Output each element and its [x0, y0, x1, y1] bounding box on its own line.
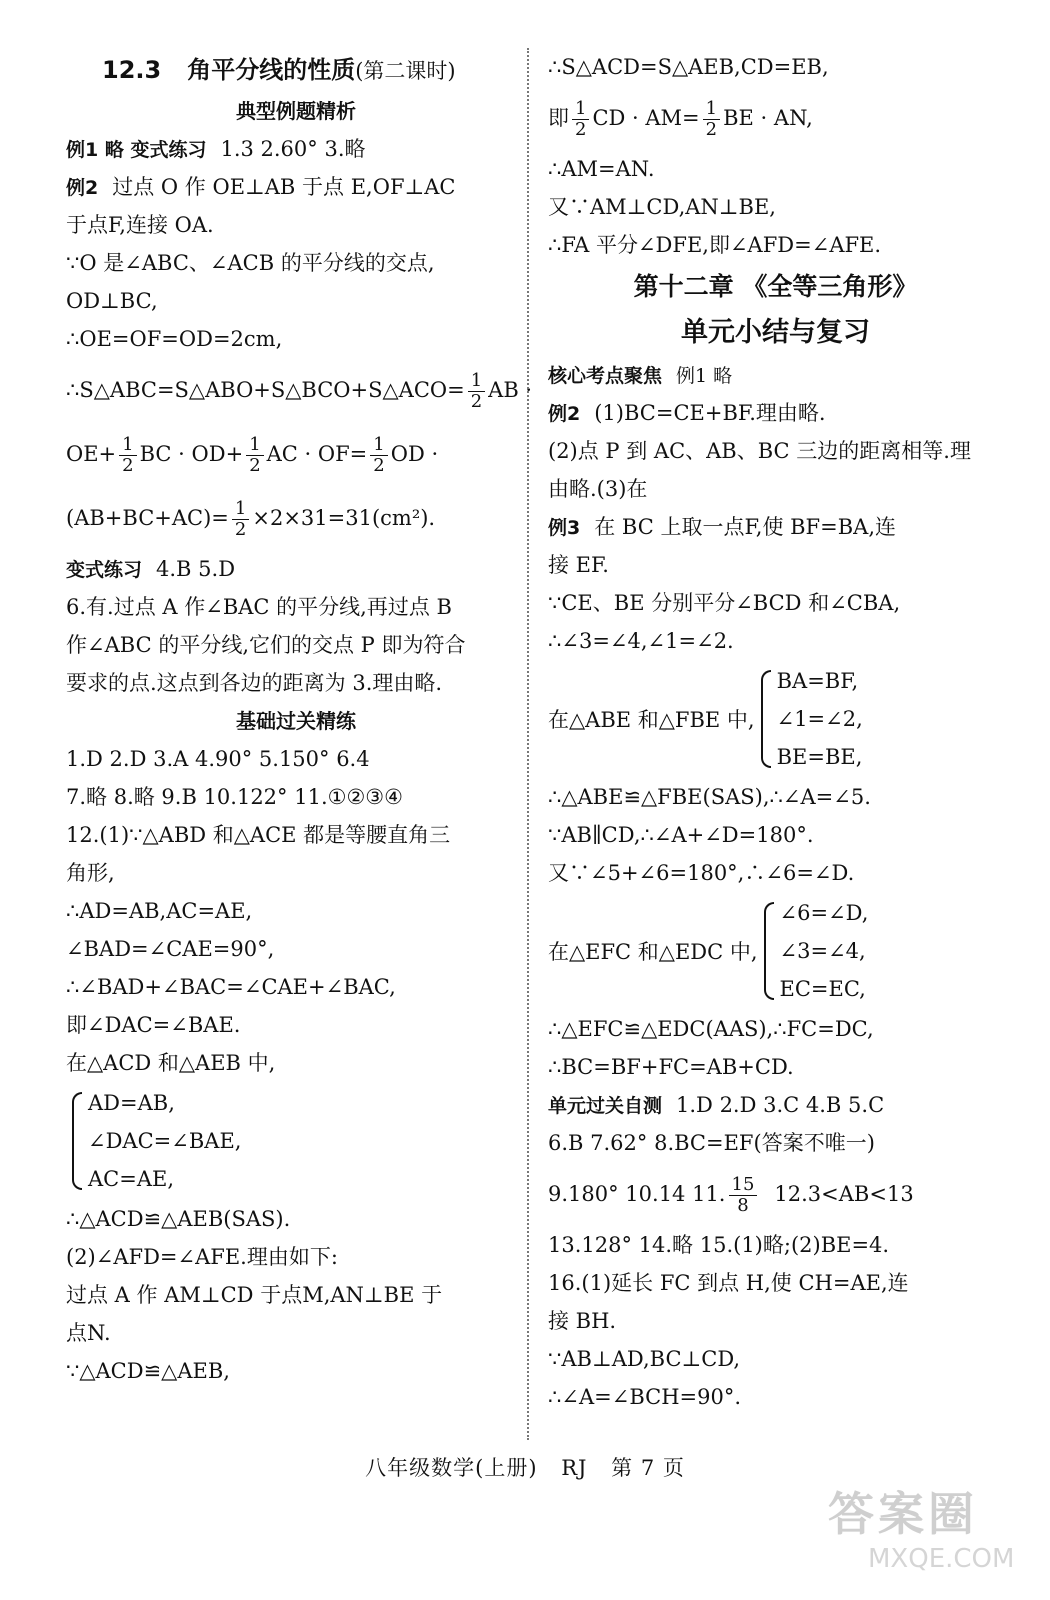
answer-line: 13.128° 14.略 15.(1)略;(2)BE=4.: [548, 1233, 890, 1257]
answer-line: ∴△EFC≌△EDC(AAS),∴FC=DC,: [548, 1017, 874, 1041]
answer-line: 1.D 2.D 3.A 4.90° 5.150° 6.4: [66, 747, 370, 771]
answer-line: 于点F,连接 OA.: [66, 213, 214, 237]
subheading-basics: 基础过关精练: [236, 709, 356, 733]
answer-line: 16.(1)延长 FC 到点 H,使 CH=AE,连: [548, 1271, 909, 1295]
answer-line: 要求的点.这点到各边的距离为 3.理由略.: [66, 671, 443, 695]
answer-line: ∵AB⊥AD,BC⊥CD,: [548, 1347, 741, 1371]
fraction: $\frac{1}{2}$: [468, 371, 485, 412]
answer-line: 7.略 8.略 9.B 10.122° 11.①②③④: [66, 785, 403, 809]
answer-line: 在△ACD 和△AEB 中,: [66, 1051, 276, 1075]
formula-line: (AB+BC+AC)= $\frac{1}{2}$ ×2×31=31(cm²).: [66, 498, 436, 540]
formula-line: 9.180° 10.14 11. $\frac{15}{8}$ 12.3<AB<13: [548, 1174, 914, 1216]
formula-line: ∴S△ABC=S△ABO+S△BCO+S△ACO= $\frac{1}{2}$ AB ·: [66, 370, 533, 412]
answer-line: 又∵AM⊥CD,AN⊥BE,: [548, 195, 776, 219]
answer-line: 由略.(3)在: [548, 477, 648, 501]
equation-block: 在△ABE 和△FBE 中, BA=BF, ∠1=∠2, BE=BE,: [548, 660, 1003, 778]
answer-line: 接 BH.: [548, 1309, 617, 1333]
subheading-examples: 典型例题精析: [236, 99, 356, 123]
formula-line: 即 $\frac{1}{2}$ CD · AM= $\frac{1}{2}$ BE · AN,: [548, 98, 813, 140]
answer-line: ∴△ACD≌△AEB(SAS).: [66, 1207, 291, 1231]
answer-line: (2)点 P 到 AC、AB、BC 三边的距离相等.理: [548, 439, 971, 463]
answer-line: 核心考点聚焦 例1 略: [548, 365, 733, 387]
fraction: $\frac{1}{2}$: [246, 435, 263, 476]
answer-line: ∴∠A=∠BCH=90°.: [548, 1385, 742, 1409]
answer-line: ∴BC=BF+FC=AB+CD.: [548, 1055, 794, 1079]
answer-line: 单元过关自测 1.D 2.D 3.C 4.B 5.C: [548, 1093, 885, 1117]
equation-system: ∠6=∠D, ∠3=∠4, EC=EC,: [758, 894, 869, 1008]
answer-line: ∴S△ACD=S△AEB,CD=EB,: [548, 55, 829, 79]
footer-edition: RJ: [561, 1456, 588, 1480]
equation-system: BA=BF, ∠1=∠2, BE=BE,: [755, 662, 863, 776]
answer-line: 例3 在 BC 上取一点F,使 BF=BA,连: [548, 515, 896, 539]
answer-line: 角形,: [66, 861, 115, 885]
answer-line: 例2 (1)BC=CE+BF.理由略.: [548, 401, 826, 425]
answer-line: 例1 略 变式练习 1.3 2.60° 3.略: [66, 137, 366, 161]
answer-line: 变式练习 4.B 5.D: [66, 557, 236, 581]
answer-line: ∵△ACD≌△AEB,: [66, 1359, 230, 1383]
answer-line: ∴△ABE≌△FBE(SAS),∴∠A=∠5.: [548, 785, 871, 809]
section-subtitle: (第二课时): [355, 59, 456, 83]
fraction: $\frac{1}{2}$: [572, 99, 589, 140]
chapter-subtitle: 单元小结与复习: [681, 317, 870, 348]
answer-line: 作∠ABC 的平分线,它们的交点 P 即为符合: [66, 633, 466, 657]
answer-line: (2)∠AFD=∠AFE.理由如下:: [66, 1245, 338, 1269]
fraction: $\frac{1}{2}$: [370, 435, 387, 476]
answer-line: 6.有.过点 A 作∠BAC 的平分线,再过点 B: [66, 595, 452, 619]
answer-line: ∴AM=AN.: [548, 157, 655, 181]
section-title: [66, 48, 526, 92]
chapter-title: 第十二章 《全等三角形》: [633, 272, 918, 301]
answer-line: 12.(1)∵△ABD 和△ACE 都是等腰直角三: [66, 823, 451, 847]
answer-line: ∵AB∥CD,∴∠A+∠D=180°.: [548, 823, 814, 847]
answer-line: 又∵∠5+∠6=180°,∴∠6=∠D.: [548, 861, 855, 885]
fraction: $\frac{15}{8}$: [729, 1175, 758, 1216]
equation-system: AD=AB, ∠DAC=∠BAE, AC=AE,: [66, 1084, 526, 1198]
answer-line: ∴OE=OF=OD=2cm,: [66, 327, 283, 351]
formula-line: OE+ $\frac{1}{2}$ BC · OD+ $\frac{1}{2}$ AC · OF= $\frac{1}{2}$ OD ·: [66, 434, 439, 476]
answer-line: 过点 A 作 AM⊥CD 于点M,AN⊥BE 于: [66, 1283, 443, 1307]
answer-line: 即∠DAC=∠BAE.: [66, 1013, 241, 1037]
answer-line: ∠BAD=∠CAE=90°,: [66, 937, 275, 961]
answer-line: ∴AD=AB,AC=AE,: [66, 899, 253, 923]
answer-line: ∴∠BAD+∠BAC=∠CAE+∠BAC,: [66, 975, 396, 999]
footer-book: 八年级数学(上册): [365, 1456, 538, 1480]
section-number: 12.3: [102, 56, 162, 84]
equation-block: 在△EFC 和△EDC 中, ∠6=∠D, ∠3=∠4, EC=EC,: [548, 892, 1003, 1010]
footer-page-number: 第 7 页: [611, 1456, 685, 1480]
column-divider: [527, 48, 529, 1440]
right-column: [548, 48, 1003, 1416]
fraction: $\frac{1}{2}$: [703, 99, 720, 140]
answer-line: 接 EF.: [548, 553, 609, 577]
answer-line: ∴FA 平分∠DFE,即∠AFD=∠AFE.: [548, 233, 882, 257]
answer-line: 点N.: [66, 1321, 111, 1345]
answer-line: 例2 过点 O 作 OE⊥AB 于点 E,OF⊥AC: [66, 175, 456, 199]
answer-line: ∵O 是∠ABC、∠ACB 的平分线的交点,: [66, 251, 435, 275]
watermark-logo: 答案圈 MXQE.COM: [828, 1487, 1015, 1574]
section-title-text: 角平分线的性质: [187, 56, 356, 84]
answer-line: 6.B 7.62° 8.BC=EF(答案不唯一): [548, 1131, 875, 1155]
left-column: [66, 48, 533, 1390]
fraction: $\frac{1}{2}$: [232, 499, 249, 540]
fraction: $\frac{1}{2}$: [119, 435, 136, 476]
answer-line: ∵CE、BE 分别平分∠BCD 和∠CBA,: [548, 591, 901, 615]
answer-line: OD⊥BC,: [66, 289, 158, 313]
answer-line: ∴∠3=∠4,∠1=∠2.: [548, 629, 734, 653]
